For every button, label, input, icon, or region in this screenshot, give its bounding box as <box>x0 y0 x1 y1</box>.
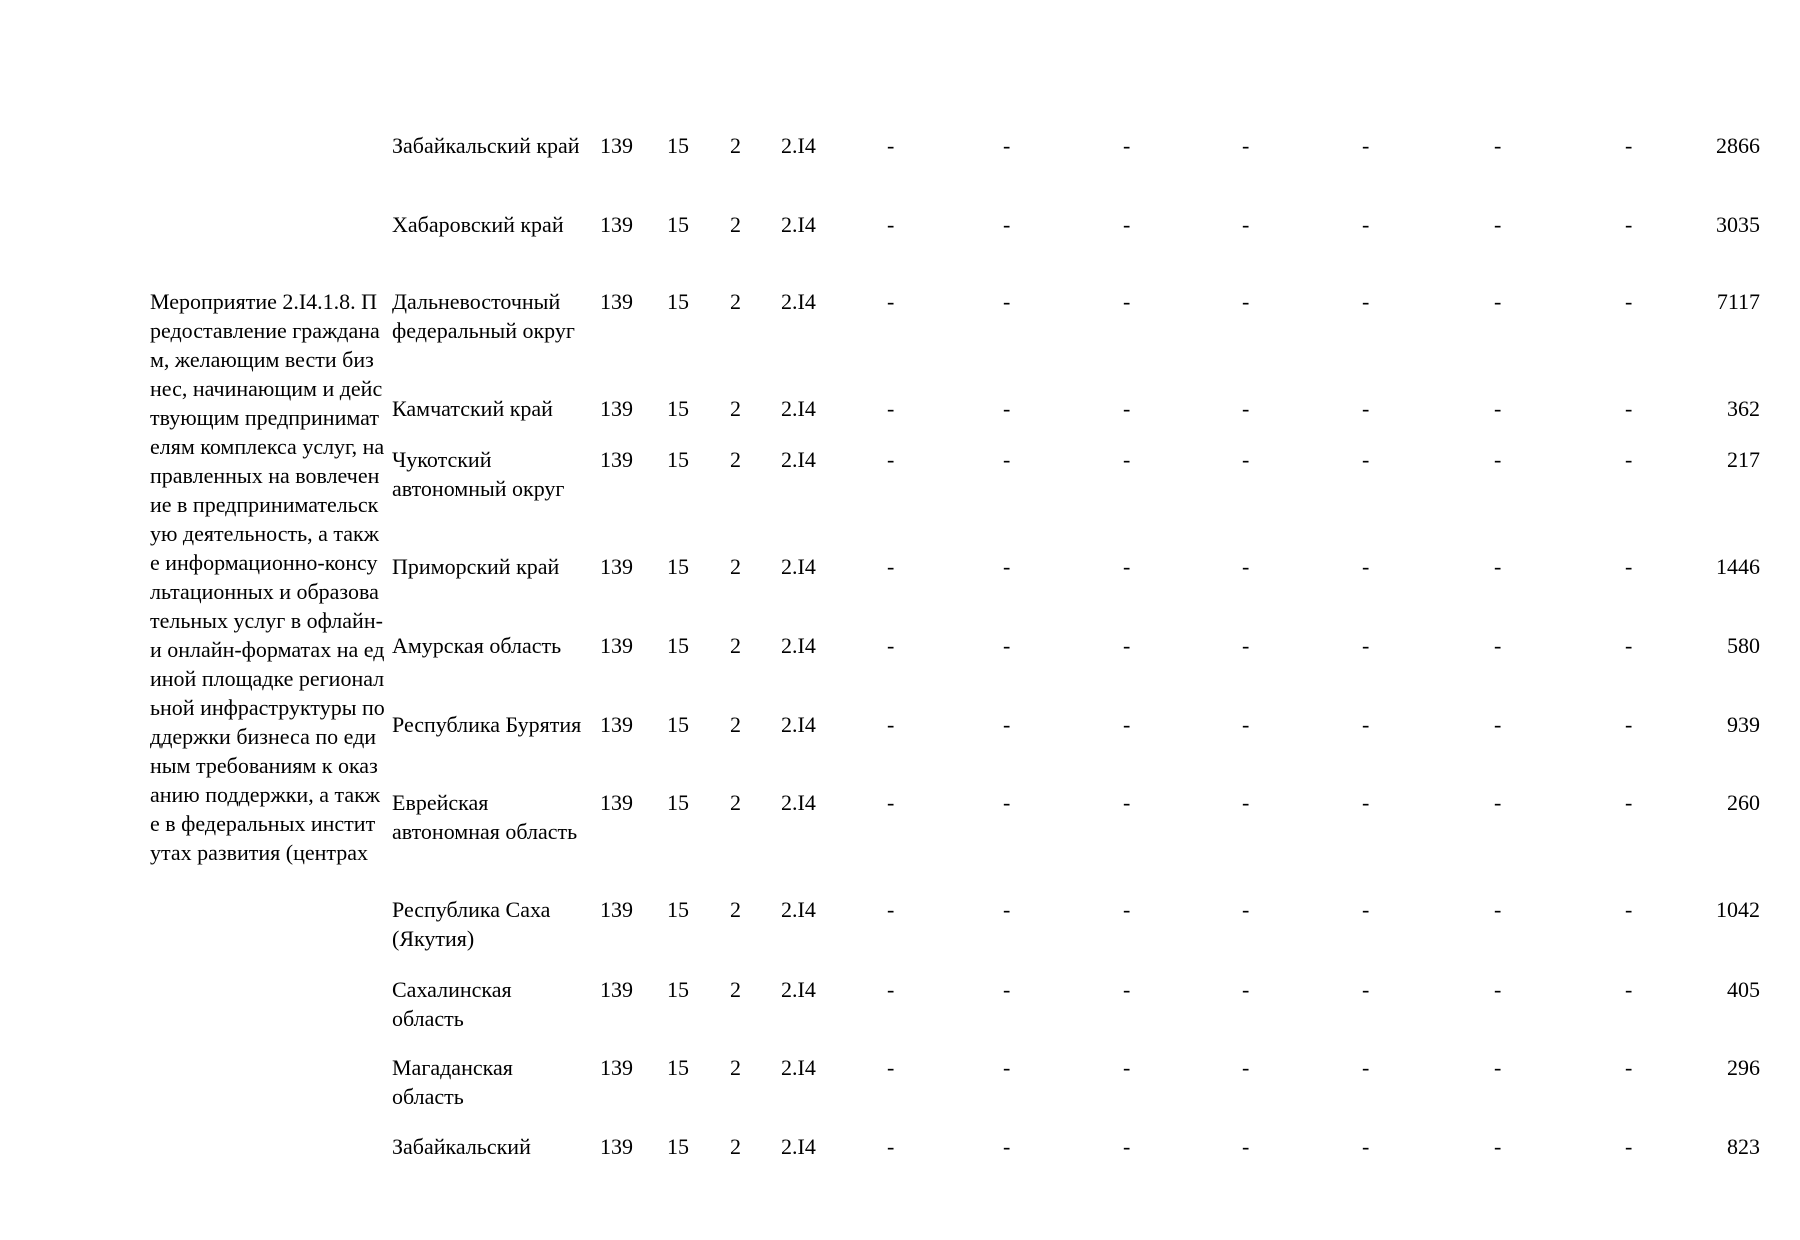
empty-value-dash: - <box>1003 554 1011 579</box>
table-row <box>0 975 1800 1031</box>
code-section: 15 <box>667 133 689 158</box>
code-program: 2.I4 <box>781 133 816 158</box>
empty-value-dash: - <box>1362 977 1370 1002</box>
empty-value-dash: - <box>1625 790 1633 815</box>
empty-value-dash: - <box>1123 633 1131 658</box>
code-subsection: 2 <box>730 1055 741 1080</box>
table-row <box>0 131 1800 160</box>
empty-value-dash: - <box>1625 212 1633 237</box>
code-ministry: 139 <box>600 897 633 922</box>
empty-value-dash: - <box>1242 212 1250 237</box>
amount-value: 2866 <box>1716 133 1760 158</box>
empty-value-dash: - <box>887 1134 895 1159</box>
empty-value-dash: - <box>1003 1055 1011 1080</box>
empty-value-dash: - <box>887 396 895 421</box>
empty-value-dash: - <box>1123 1055 1131 1080</box>
code-subsection: 2 <box>730 554 741 579</box>
code-subsection: 2 <box>730 790 741 815</box>
code-ministry: 139 <box>600 1134 633 1159</box>
empty-value-dash: - <box>1362 790 1370 815</box>
region-name: Республика Бурятия <box>392 712 582 737</box>
empty-value-dash: - <box>1494 133 1502 158</box>
code-ministry: 139 <box>600 554 633 579</box>
code-subsection: 2 <box>730 447 741 472</box>
empty-value-dash: - <box>1003 977 1011 1002</box>
code-section: 15 <box>667 1134 689 1159</box>
code-section: 15 <box>667 289 689 314</box>
empty-value-dash: - <box>1625 447 1633 472</box>
code-program: 2.I4 <box>781 554 816 579</box>
region-name: Сахалинская область <box>392 977 512 1031</box>
empty-value-dash: - <box>1625 633 1633 658</box>
empty-value-dash: - <box>1494 977 1502 1002</box>
empty-value-dash: - <box>1242 554 1250 579</box>
empty-value-dash: - <box>1625 289 1633 314</box>
amount-value: 260 <box>1727 790 1760 815</box>
code-program: 2.I4 <box>781 790 816 815</box>
empty-value-dash: - <box>1242 1134 1250 1159</box>
empty-value-dash: - <box>1003 212 1011 237</box>
empty-value-dash: - <box>1123 212 1131 237</box>
empty-value-dash: - <box>1362 396 1370 421</box>
code-section: 15 <box>667 212 689 237</box>
empty-value-dash: - <box>1362 133 1370 158</box>
empty-value-dash: - <box>1362 897 1370 922</box>
code-section: 15 <box>667 712 689 737</box>
code-ministry: 139 <box>600 633 633 658</box>
code-ministry: 139 <box>600 212 633 237</box>
empty-value-dash: - <box>887 289 895 314</box>
table-row <box>0 710 1800 739</box>
table-row <box>0 788 1800 844</box>
amount-value: 362 <box>1727 396 1760 421</box>
empty-value-dash: - <box>1123 289 1131 314</box>
empty-value-dash: - <box>1494 1055 1502 1080</box>
region-name: Амурская область <box>392 633 562 658</box>
empty-value-dash: - <box>1123 133 1131 158</box>
code-section: 15 <box>667 790 689 815</box>
empty-value-dash: - <box>1123 396 1131 421</box>
empty-value-dash: - <box>1625 977 1633 1002</box>
code-subsection: 2 <box>730 133 741 158</box>
empty-value-dash: - <box>1494 396 1502 421</box>
empty-value-dash: - <box>887 554 895 579</box>
table-row <box>0 445 1800 501</box>
table-row <box>0 1132 1800 1161</box>
code-section: 15 <box>667 447 689 472</box>
empty-value-dash: - <box>1242 1055 1250 1080</box>
empty-value-dash: - <box>1003 289 1011 314</box>
empty-value-dash: - <box>887 712 895 737</box>
code-program: 2.I4 <box>781 1134 816 1159</box>
code-ministry: 139 <box>600 1055 633 1080</box>
empty-value-dash: - <box>1242 447 1250 472</box>
empty-value-dash: - <box>1003 712 1011 737</box>
region-name: Хабаровский край <box>392 212 564 237</box>
empty-value-dash: - <box>1003 633 1011 658</box>
code-subsection: 2 <box>730 977 741 1002</box>
empty-value-dash: - <box>1003 133 1011 158</box>
empty-value-dash: - <box>1242 897 1250 922</box>
empty-value-dash: - <box>1494 554 1502 579</box>
code-subsection: 2 <box>730 712 741 737</box>
activity-description: Мероприятие 2.I4.1.8. Предоставление гражданам, желающим вести бизнес, начинающим и действующим предпринимателям комплекса услуг, направленных на вовлечение в предпринимательскую деятельность, а также информационно-консультационных и образовательных услуг в офлайн- и онлайн-форматах на единой площадке региональной инфраструктуры поддержки бизнеса по единым требованиям к оказанию поддержки, а также в федеральных институтах развития (центрах <box>150 289 385 865</box>
empty-value-dash: - <box>1003 396 1011 421</box>
code-section: 15 <box>667 897 689 922</box>
code-ministry: 139 <box>600 712 633 737</box>
empty-value-dash: - <box>1003 1134 1011 1159</box>
code-section: 15 <box>667 554 689 579</box>
code-subsection: 2 <box>730 1134 741 1159</box>
empty-value-dash: - <box>1242 712 1250 737</box>
code-program: 2.I4 <box>781 289 816 314</box>
region-name: Чукотский автономный округ <box>392 447 565 501</box>
empty-value-dash: - <box>1494 447 1502 472</box>
table-row <box>0 287 1800 343</box>
table-row <box>0 552 1800 581</box>
code-section: 15 <box>667 396 689 421</box>
region-name: Забайкальский край <box>392 133 580 158</box>
empty-value-dash: - <box>887 897 895 922</box>
code-ministry: 139 <box>600 396 633 421</box>
empty-value-dash: - <box>1242 633 1250 658</box>
region-name: Республика Саха (Якутия) <box>392 897 551 951</box>
amount-value: 296 <box>1727 1055 1760 1080</box>
empty-value-dash: - <box>1625 712 1633 737</box>
empty-value-dash: - <box>1625 133 1633 158</box>
empty-value-dash: - <box>1123 712 1131 737</box>
code-subsection: 2 <box>730 396 741 421</box>
code-program: 2.I4 <box>781 396 816 421</box>
empty-value-dash: - <box>887 977 895 1002</box>
code-subsection: 2 <box>730 633 741 658</box>
code-program: 2.I4 <box>781 977 816 1002</box>
empty-value-dash: - <box>1494 897 1502 922</box>
empty-value-dash: - <box>1242 396 1250 421</box>
empty-value-dash: - <box>887 212 895 237</box>
region-name: Камчатский край <box>392 396 553 421</box>
empty-value-dash: - <box>1362 212 1370 237</box>
table-row <box>0 631 1800 660</box>
code-ministry: 139 <box>600 977 633 1002</box>
code-program: 2.I4 <box>781 897 816 922</box>
empty-value-dash: - <box>887 1055 895 1080</box>
region-name: Магаданская область <box>392 1055 513 1109</box>
empty-value-dash: - <box>1362 1055 1370 1080</box>
code-subsection: 2 <box>730 897 741 922</box>
empty-value-dash: - <box>1123 447 1131 472</box>
empty-value-dash: - <box>887 447 895 472</box>
empty-value-dash: - <box>1494 633 1502 658</box>
empty-value-dash: - <box>1003 447 1011 472</box>
code-section: 15 <box>667 977 689 1002</box>
empty-value-dash: - <box>1625 396 1633 421</box>
code-section: 15 <box>667 633 689 658</box>
region-name: Еврейская автономная область <box>392 790 578 844</box>
amount-value: 939 <box>1727 712 1760 737</box>
empty-value-dash: - <box>1494 1134 1502 1159</box>
code-program: 2.I4 <box>781 633 816 658</box>
code-ministry: 139 <box>600 289 633 314</box>
code-ministry: 139 <box>600 447 633 472</box>
code-section: 15 <box>667 1055 689 1080</box>
table-row <box>0 394 1800 423</box>
empty-value-dash: - <box>887 133 895 158</box>
empty-value-dash: - <box>887 633 895 658</box>
empty-value-dash: - <box>1003 790 1011 815</box>
empty-value-dash: - <box>1123 1134 1131 1159</box>
table-row <box>0 895 1800 951</box>
empty-value-dash: - <box>1362 712 1370 737</box>
amount-value: 3035 <box>1716 212 1760 237</box>
amount-value: 580 <box>1727 633 1760 658</box>
empty-value-dash: - <box>1494 712 1502 737</box>
empty-value-dash: - <box>1362 447 1370 472</box>
code-ministry: 139 <box>600 133 633 158</box>
table-row <box>0 210 1800 239</box>
empty-value-dash: - <box>1625 897 1633 922</box>
empty-value-dash: - <box>1625 1134 1633 1159</box>
table-row <box>0 1053 1800 1109</box>
empty-value-dash: - <box>1625 1055 1633 1080</box>
empty-value-dash: - <box>1003 897 1011 922</box>
amount-value: 1042 <box>1716 897 1760 922</box>
empty-value-dash: - <box>1494 212 1502 237</box>
code-program: 2.I4 <box>781 447 816 472</box>
empty-value-dash: - <box>1242 133 1250 158</box>
amount-value: 823 <box>1727 1134 1760 1159</box>
code-subsection: 2 <box>730 212 741 237</box>
amount-value: 7117 <box>1716 289 1760 314</box>
code-program: 2.I4 <box>781 712 816 737</box>
code-program: 2.I4 <box>781 1055 816 1080</box>
empty-value-dash: - <box>1362 554 1370 579</box>
empty-value-dash: - <box>1625 554 1633 579</box>
region-name: Приморский край <box>392 554 560 579</box>
empty-value-dash: - <box>1494 289 1502 314</box>
empty-value-dash: - <box>1494 790 1502 815</box>
empty-value-dash: - <box>1123 790 1131 815</box>
empty-value-dash: - <box>1362 633 1370 658</box>
empty-value-dash: - <box>1123 977 1131 1002</box>
empty-value-dash: - <box>1242 289 1250 314</box>
empty-value-dash: - <box>887 790 895 815</box>
amount-value: 405 <box>1727 977 1760 1002</box>
empty-value-dash: - <box>1362 1134 1370 1159</box>
code-ministry: 139 <box>600 790 633 815</box>
empty-value-dash: - <box>1242 977 1250 1002</box>
empty-value-dash: - <box>1123 554 1131 579</box>
code-subsection: 2 <box>730 289 741 314</box>
amount-value: 217 <box>1727 447 1760 472</box>
region-name: Забайкальский <box>392 1134 531 1159</box>
code-program: 2.I4 <box>781 212 816 237</box>
empty-value-dash: - <box>1242 790 1250 815</box>
empty-value-dash: - <box>1362 289 1370 314</box>
amount-value: 1446 <box>1716 554 1760 579</box>
empty-value-dash: - <box>1123 897 1131 922</box>
region-name: Дальневосточный федеральный округ <box>392 289 575 343</box>
